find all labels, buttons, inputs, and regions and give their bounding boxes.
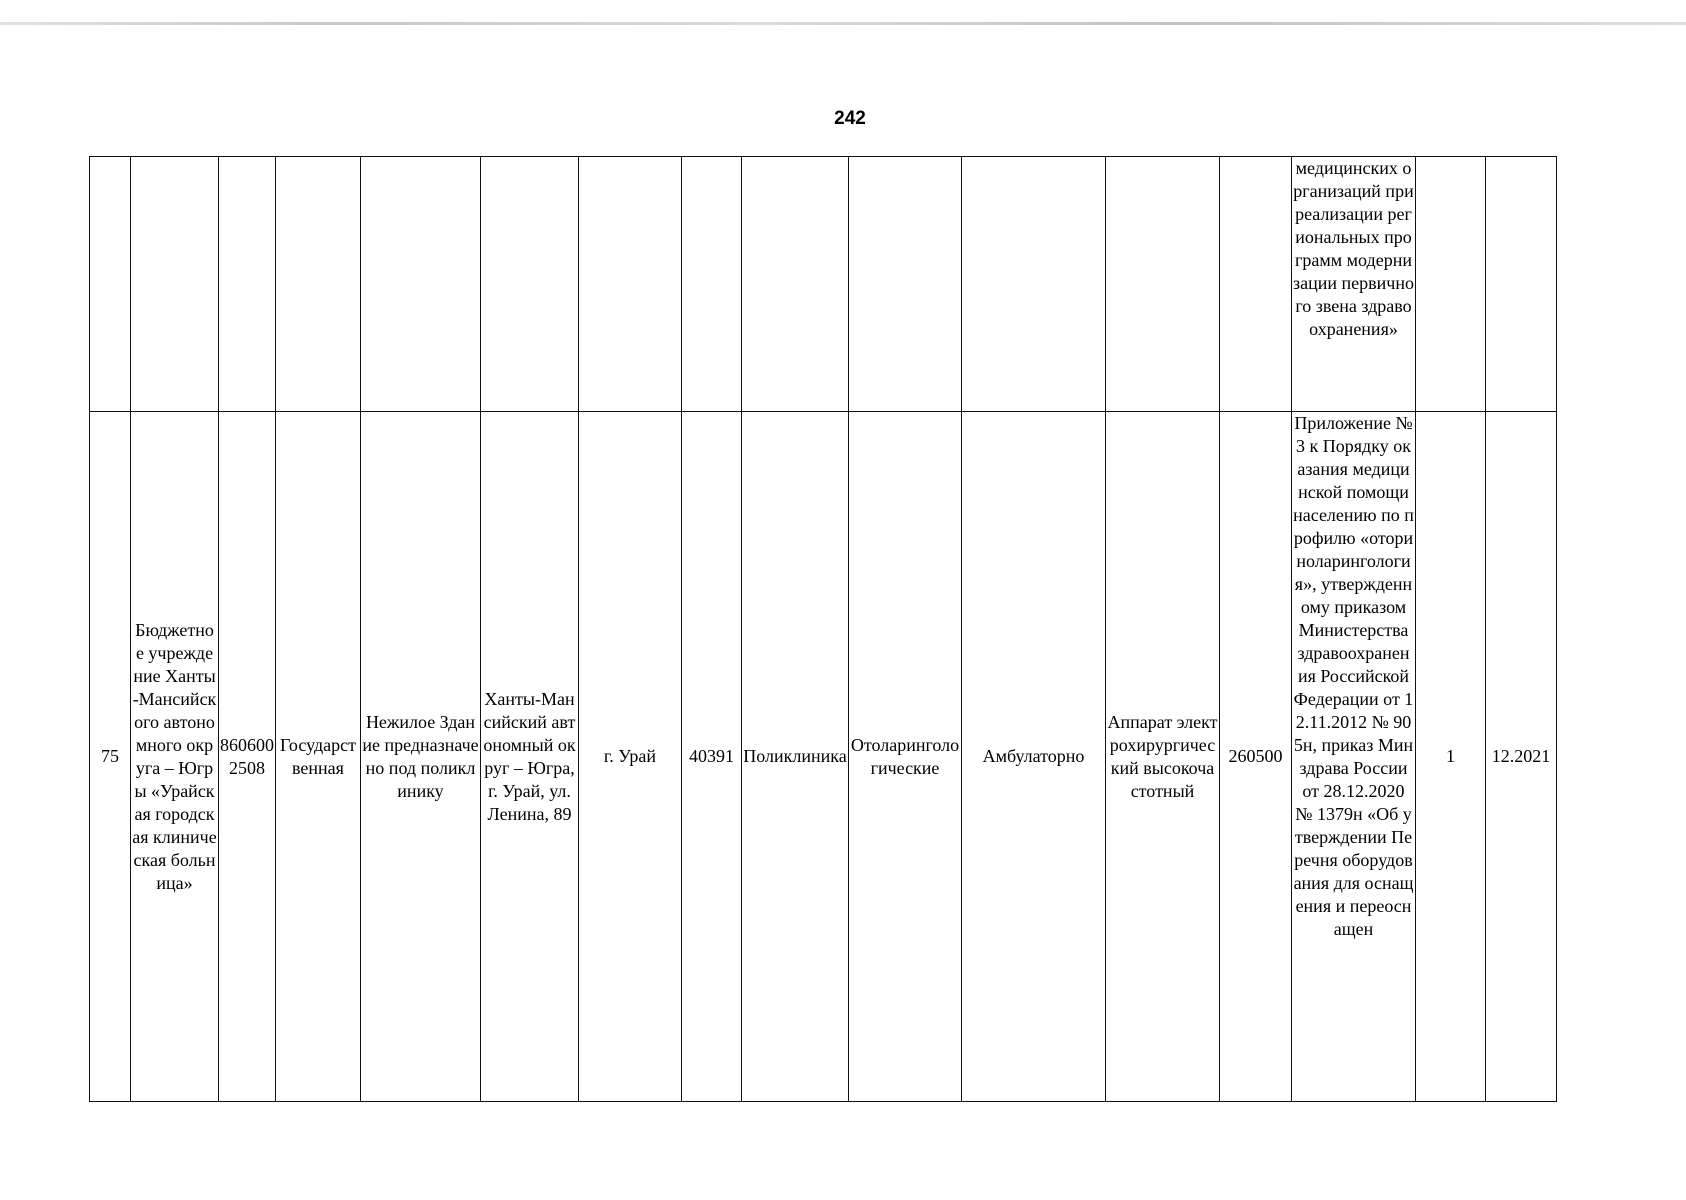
cont-cell-code — [682, 157, 742, 412]
cell-building: Нежилое Здание предназначено под поликлинику — [361, 412, 481, 1102]
scan-edge-line — [0, 22, 1686, 25]
cell-ownership: Государственная — [276, 412, 361, 1102]
page-number: 242 — [834, 108, 866, 129]
cont-cell-address — [481, 157, 579, 412]
cont-cell-care-form — [962, 157, 1106, 412]
table-row-continuation — [90, 157, 1557, 412]
cell-date: 12.2021 — [1486, 412, 1557, 1102]
table-row — [90, 412, 1557, 1102]
cont-cell-profile — [849, 157, 962, 412]
cell-organization: Бюджетное учреждение Ханты-Мансийского автономного округа – Югры «Урайская городская клиническая больница» — [131, 412, 219, 1102]
cell-inn: 8606002508 — [219, 412, 276, 1102]
basis-document-tail: медицинских организаций при реализации региональных программ модернизации первичного звена здравоохранения» — [1293, 158, 1414, 339]
cont-cell-quantity — [1416, 157, 1486, 412]
cont-cell-date — [1486, 157, 1557, 412]
cell-num: 75 — [90, 412, 131, 1102]
cont-cell-basis-document — [1292, 157, 1416, 412]
cont-cell-ownership — [276, 157, 361, 412]
cell-equipment-code: 260500 — [1220, 412, 1292, 1102]
cell-address: Ханты-Мансийский автономный округ – Югра, г. Урай, ул.Ленина, 89 — [481, 412, 579, 1102]
cont-cell-num — [90, 157, 131, 412]
cont-cell-equipment — [1106, 157, 1220, 412]
cont-cell-unit-type — [742, 157, 849, 412]
equipment-register-table — [89, 156, 1557, 1102]
cell-unit-type: Поликлиника — [742, 412, 849, 1102]
cell-basis-document: Приложение № 3 к Порядку оказания медицинской помощи населению по профилю «оториноларингология», утвержденному приказом Министерства здравоохранения Российской Федерации от 12.11.2012 № 905н, приказ Минздрава России от 28.12.2020 № 1379н «Об утверждении Перечня оборудования для оснащения и переоснащен — [1292, 412, 1416, 1102]
cell-profile: Отоларингологические — [849, 412, 962, 1102]
cont-cell-equipment-code — [1220, 157, 1292, 412]
cont-cell-organization — [131, 157, 219, 412]
cell-quantity: 1 — [1416, 412, 1486, 1102]
cell-care-form: Амбулаторно — [962, 412, 1106, 1102]
cell-equipment: Аппарат электрохирургический высокочастотный — [1106, 412, 1220, 1102]
cont-cell-building — [361, 157, 481, 412]
cell-code: 40391 — [682, 412, 742, 1102]
cell-city: г. Урай — [579, 412, 682, 1102]
cont-cell-city — [579, 157, 682, 412]
cont-cell-inn — [219, 157, 276, 412]
